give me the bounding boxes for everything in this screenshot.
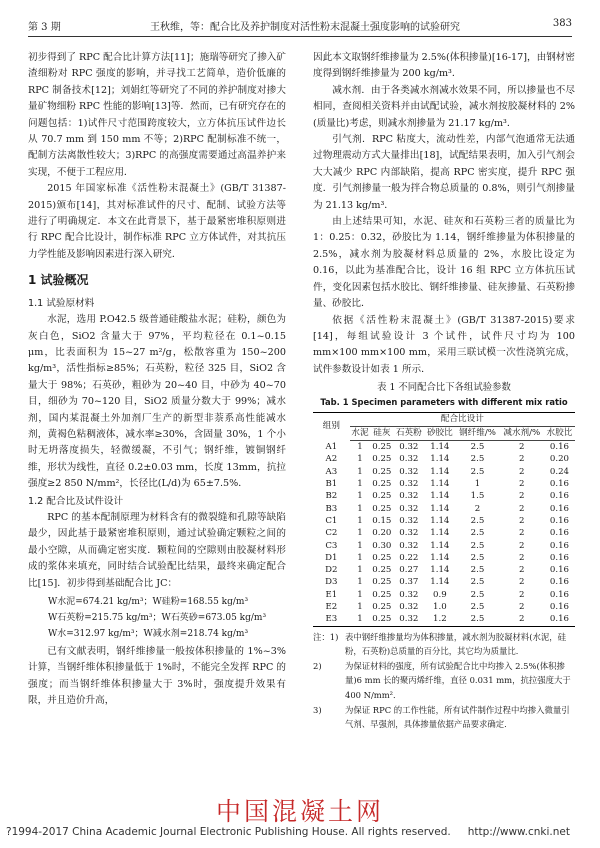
equation-block [28,594,286,642]
table-cell: 0.16 [549,577,570,588]
table-cell: 2.5 [470,540,485,551]
table-cell: 0.25 [372,479,392,490]
table-cell: 1 [357,528,363,539]
issue-label: 第 3 期 [28,22,61,33]
table-row [313,515,575,527]
table-header-cell: 硅灰 [370,427,393,441]
table-cell: 2 [519,528,525,539]
table-cell: 0.25 [372,614,392,625]
table-cell: C2 [325,528,338,539]
equation-line: W石英粉=215.75 kg/m³；W石英砂=673.05 kg/m³ [48,613,267,623]
table-cell: 1.14 [430,565,450,576]
table-cell: 0.27 [399,565,419,576]
equation-line: W水=312.97 kg/m³；W减水剂=218.74 kg/m³ [48,629,249,639]
table-title: 表 1 不同配合比下各组试验参数 [377,382,511,394]
table-note [313,630,575,659]
table-cell: 1.14 [430,552,450,563]
table-cell: 0.32 [399,491,419,502]
table-cell: 0.25 [372,577,392,588]
table-cell: E3 [313,613,350,626]
table-row [313,589,575,601]
table-header-cell: 水胶比 [544,427,575,441]
table-cell: 2 [519,515,525,526]
table-cell: 0.25 [372,552,392,563]
table-cell: 2 [519,442,525,453]
table-cell: 2 [519,589,525,600]
table-cell: 0.16 [549,479,570,490]
paragraph: 水泥，选用 P.O42.5 级普通硅酸盐水泥；硅粉，颜色为灰白色，SiO2 含量大于 97%，平均粒径在 0.1~0.15 μm，比表面积为 15~27 m²/g，松散容重为 150~200 kg/m³，活性指标≥85%；石英粉，粒径 325 目，SiO2 含量大于 98%；石英砂，粗砂为 20~40 目，中砂为 40~70 目，细砂为 70~120 目，SiO2 质量分数大于 99%；减水剂，国内某混凝土外加剂厂生产的新型非萘系高性能减水剂，黄褐色粘稠液体，减水率≥30%，含固量 30%，1 个小时无坍落度损失，轻微缓凝，不引气；钢纤维，镀铜钢纤维，形状为线性，直径 0.2±0.03 mm，长度 13mm，抗拉强度≥2 850 N/mm²，长径比(L/d)为 65±7.5%． [28,314,286,490]
table-cell: 2 [519,601,525,612]
table-cell: 0.15 [372,515,392,526]
table-cell: C1 [325,515,338,526]
table-row [313,503,575,515]
table-cell: 1.5 [470,491,485,502]
table-cell: 0.16 [549,540,570,551]
table-cell: 1.0 [433,601,447,612]
table-cell: 0.25 [372,565,392,576]
table-header-cell: 组别 [313,413,350,441]
running-title: 王秋维，等：配合比及养护制度对活性粉末混凝土强度影响的试验研究 [150,22,460,33]
table-cell: 0.16 [549,552,570,563]
table-cell: B2 [325,491,338,502]
table-cell: 2 [519,565,525,576]
spec-table [313,412,575,626]
table-cell: 1.14 [430,491,450,502]
table-cell: 1 [357,552,363,563]
table-cell: 0.25 [372,503,392,514]
note-text: 表中钢纤维掺量均为体积掺量，减水剂为胶凝材料(水泥，硅粉，石英粉)总质量的百分比，其它均为质量比． [345,631,567,657]
table-cell: 2 [519,540,525,551]
paragraph: 引气剂．RPC 粘度大，流动性差，内部气泡通常无法通过物理震动方式大量排出[18]，试配结果表明，加入引气剂会大大减少 RPC 内部缺陷，提高 RPC 密实度，提升 RPC 强度．引气剂掺量一般为拌合物总质量的 0.8%，则引气剂掺量为 21.13 kg/m³． [313,134,575,211]
table-cell: 0.25 [372,466,392,477]
table-cell: 0.32 [399,601,419,612]
table-cell: 2.5 [470,577,485,588]
table-cell: A3 [325,466,338,477]
table-cell: 0.25 [372,601,392,612]
table-cell: 1 [357,491,363,502]
equation-line: W水泥=674.21 kg/m³；W硅粉=168.55 kg/m³ [48,597,249,607]
table-cell: 0.20 [372,528,392,539]
note-key: 3) [313,704,322,715]
table-row [313,490,575,502]
table-row [313,527,575,539]
table-row [313,478,575,490]
table-cell: 0.16 [549,565,570,576]
table-cell: 1 [357,577,363,588]
table-note [313,703,575,732]
table-cell: 2.5 [470,601,485,612]
note-text: 为保证 RPC 的工作性能，所有试件制作过程中均掺入微量引气剂、早强剂，具体掺量依据产品要求确定． [345,704,570,730]
table-cell: 0.16 [549,589,570,600]
cnki-url[interactable]: http://www.cnki.net [467,826,570,838]
table-cell: 0.25 [372,491,392,502]
table-cell: 1.14 [430,466,450,477]
table-cell: 0.32 [399,466,419,477]
table-cell: 1.14 [430,503,450,514]
table-cell: 0.9 [433,589,447,600]
table-cell: 2 [500,613,544,626]
section-heading: 1 试验概况 [28,273,89,288]
table-cell: 0.22 [399,552,419,563]
table-header-cell: 砂胶比 [424,427,455,441]
right-column [313,50,575,732]
table-group-header: 配合比设计 [350,413,575,427]
table-cell: 1.14 [430,577,450,588]
table-cell: 2 [519,479,525,490]
paragraph: 因此本文取钢纤维掺量为 2.5%(体积掺量)[16-17]，由钢材密度得到钢纤维掺量为 200 kg/m³． [313,52,575,80]
table-cell: 1.2 [424,613,455,626]
table-cell: 2.5 [470,454,485,465]
table-cell: 2.5 [470,442,485,453]
table-cell: 1.14 [430,479,450,490]
table-cell: B3 [325,503,338,514]
paragraph: 2015 年国家标准《活性粉末混凝土》(GB/T 31387-2015)颁布[14]，其对标准试件的尺寸、配制、试验方法等进行了明确规定．本文在此背景下，基于最紧密堆积原则进行 RPC 配合比设计，制作标准 RPC 立方体试件，对其抗压力学性能及影响因素进行深入研究． [28,183,286,260]
table-cell: 1 [357,565,363,576]
table-cell: 1 [357,601,363,612]
left-column [28,50,286,710]
copyright-footer: ?1994-2017 China Academic Journal Electronic Publishing House. All rights reserved. [6,826,451,838]
table-cell: 0.32 [399,503,419,514]
table-cell: 1 [357,540,363,551]
table-cell: 0.32 [399,479,419,490]
table-cell: 0.32 [399,442,419,453]
table-note [313,659,575,703]
paragraph: 由上述结果可知，水泥、硅灰和石英粉三者的质量比为 1：0.25：0.32，砂胶比为 1.14，钢纤维掺量为体积掺量的 2.5%，减水剂为胶凝材料总质量的 2%，水胶比设定为 0.16，以此为基准配合比，设计 16 组 RPC 立方体抗压试件，变化因素包括水胶比、钢纤维掺量、硅灰掺量、石英粉掺量、砂胶比． [313,216,575,310]
note-key: 注：1) [313,631,339,642]
table-cell: 0.25 [372,589,392,600]
table-cell: C3 [325,540,338,551]
table-cell: 1 [357,515,363,526]
table-header-cell: 钢纤维/% [455,427,499,441]
table-cell: 0.16 [549,515,570,526]
table-cell: 2.5 [470,589,485,600]
table-cell: 0.32 [399,528,419,539]
table-cell: 2 [519,491,525,502]
table-header-cell: 减水剂/% [500,427,544,441]
page-number: 383 [552,18,572,29]
watermark: 中国混凝土网 [215,797,384,826]
table-cell: 0.25 [372,454,392,465]
paragraph: 依据《活性粉末混凝土》(GB/T 31387-2015)要求[14]，每组试验设计 3 个试件，试件尺寸均为 100 mm×100 mm×100 mm，采用三联试模一次性浇筑完成，试件参数设计如表 1 所示． [313,314,575,375]
table-cell: 0.24 [549,466,570,477]
table-cell: 2.5 [470,528,485,539]
table-cell: D2 [325,565,338,576]
note-key: 2) [313,660,322,671]
table-cell: 1.14 [430,442,450,453]
table-cell: 0.32 [399,454,419,465]
table-cell: E1 [325,589,338,600]
table-cell: 2.5 [455,613,499,626]
table-notes [313,630,575,732]
table-cell: 2 [474,503,481,514]
paragraph: 初步得到了 RPC 配合比计算方法[11]；施瑞等研究了掺入矿渣细粉对 RPC 强度的影响，并寻找工艺简单，造价低廉的 RPC 制备技术[12]；刘娟红等研究了不同的养护制度对掺大量矿物细粉 RPC 性能的影响[13]等．然而，已有研究存在的问题包括：1)试件尺寸范围跨度较大，立方体抗压试件边长从 70.7 mm 到 150 mm 不等；2)RPC 配制标准不统一，配制方法离散性较大；3)RPC 的高强度需要通过高温养护来实现，不便于工程应用． [28,52,286,178]
table-cell: D3 [325,577,338,588]
table-row [313,613,575,626]
table-cell: 1 [474,479,481,490]
table-cell: 0.32 [399,540,419,551]
table-cell: 1 [350,613,371,626]
table-cell: 2 [519,552,525,563]
table-cell: 0.20 [549,454,570,465]
table-cell: 2 [519,577,525,588]
table-cell: 0.37 [399,577,419,588]
table-row [313,441,575,454]
table-cell: 2 [519,466,525,477]
table-row [313,453,575,465]
table-cell: A2 [325,454,338,465]
paragraph: RPC 的基本配制原理为材料含有的微裂缝和孔隙等缺陷最少，因此基于最紧密堆积原则，通过试验确定颗粒之间的最小空隙，从而确定密实度．颗粒间的空隙则由胶凝材料形成的浆体来填充，同时结合试验配比结果，最终来确定配合比[15]．初步得到基础配合比 JC： [28,511,286,589]
table-header-cell: 石英粉 [393,427,424,441]
table-cell: 1 [357,589,363,600]
table-cell: 2.5 [470,552,485,563]
table-cell: 0.32 [399,589,419,600]
table-cell: 0.16 [549,601,570,612]
table-cell: B1 [325,479,338,490]
table-cell: 0.16 [544,613,575,626]
table-cell: 1 [357,442,363,453]
table-cell: 1.14 [430,528,450,539]
table-cell: 0.32 [399,515,419,526]
table-cell: 1 [357,479,363,490]
table-cell: 2 [519,454,525,465]
table-cell: 1 [357,466,363,477]
table-row [313,564,575,576]
subsection-heading: 1.2 配合比及试件设计 [28,495,124,507]
table-title-en: Tab. 1 Specimen parameters with different mix ratio [320,397,568,408]
table-cell: 0.16 [549,442,570,453]
table-cell: 2 [519,503,525,514]
table-cell: D1 [325,552,338,563]
table-cell: 0.32 [393,613,424,626]
table-row [313,466,575,478]
table-cell: E2 [325,601,338,612]
table-cell: 2.5 [470,466,485,477]
note-text: 为保证材料的强度，所有试验配合比中均掺入 2.5%(体积掺量)6 mm 长的聚丙烯纤维，直径 0.031 mm，抗拉强度大于 400 N/mm²． [345,660,571,700]
header-rule [28,36,572,37]
table-cell: 1.14 [430,515,450,526]
table-cell: A1 [325,441,338,452]
table-cell: 0.16 [549,528,570,539]
table-row [313,576,575,588]
table-row [313,540,575,552]
table-cell: 2.5 [470,565,485,576]
table-cell: 2.5 [470,515,485,526]
table-cell: 1 [357,454,363,465]
table-header-cell: 水泥 [350,427,371,441]
table-cell: 1.14 [430,540,450,551]
table-cell: 0.25 [372,442,392,453]
table-row [313,601,575,613]
table-cell: 1.14 [430,454,450,465]
table-cell: 0.16 [549,491,570,502]
table-cell: 0.30 [372,540,392,551]
paragraph: 减水剂．由于各类减水剂减水效果不同，所以掺量也不尽相同，查阅相关资料并由试配试验，减水剂按胶凝材料的 2%(质量比)考虑，则减水剂掺量为 21.17 kg/m³． [313,84,575,129]
table-cell: 1 [357,503,363,514]
table-row [313,552,575,564]
paragraph: 已有文献表明，钢纤维掺量一般按体积掺量的 1%~3%计算，当钢纤维体积掺量低于 1%时，不能完全发挥 RPC 的强度；而当钢纤维体积掺量大于 3%时，强度提升效果有限，并且造价升高， [28,646,286,707]
table-cell: 0.16 [549,503,570,514]
subsection-heading: 1.1 试验原材料 [28,297,95,309]
